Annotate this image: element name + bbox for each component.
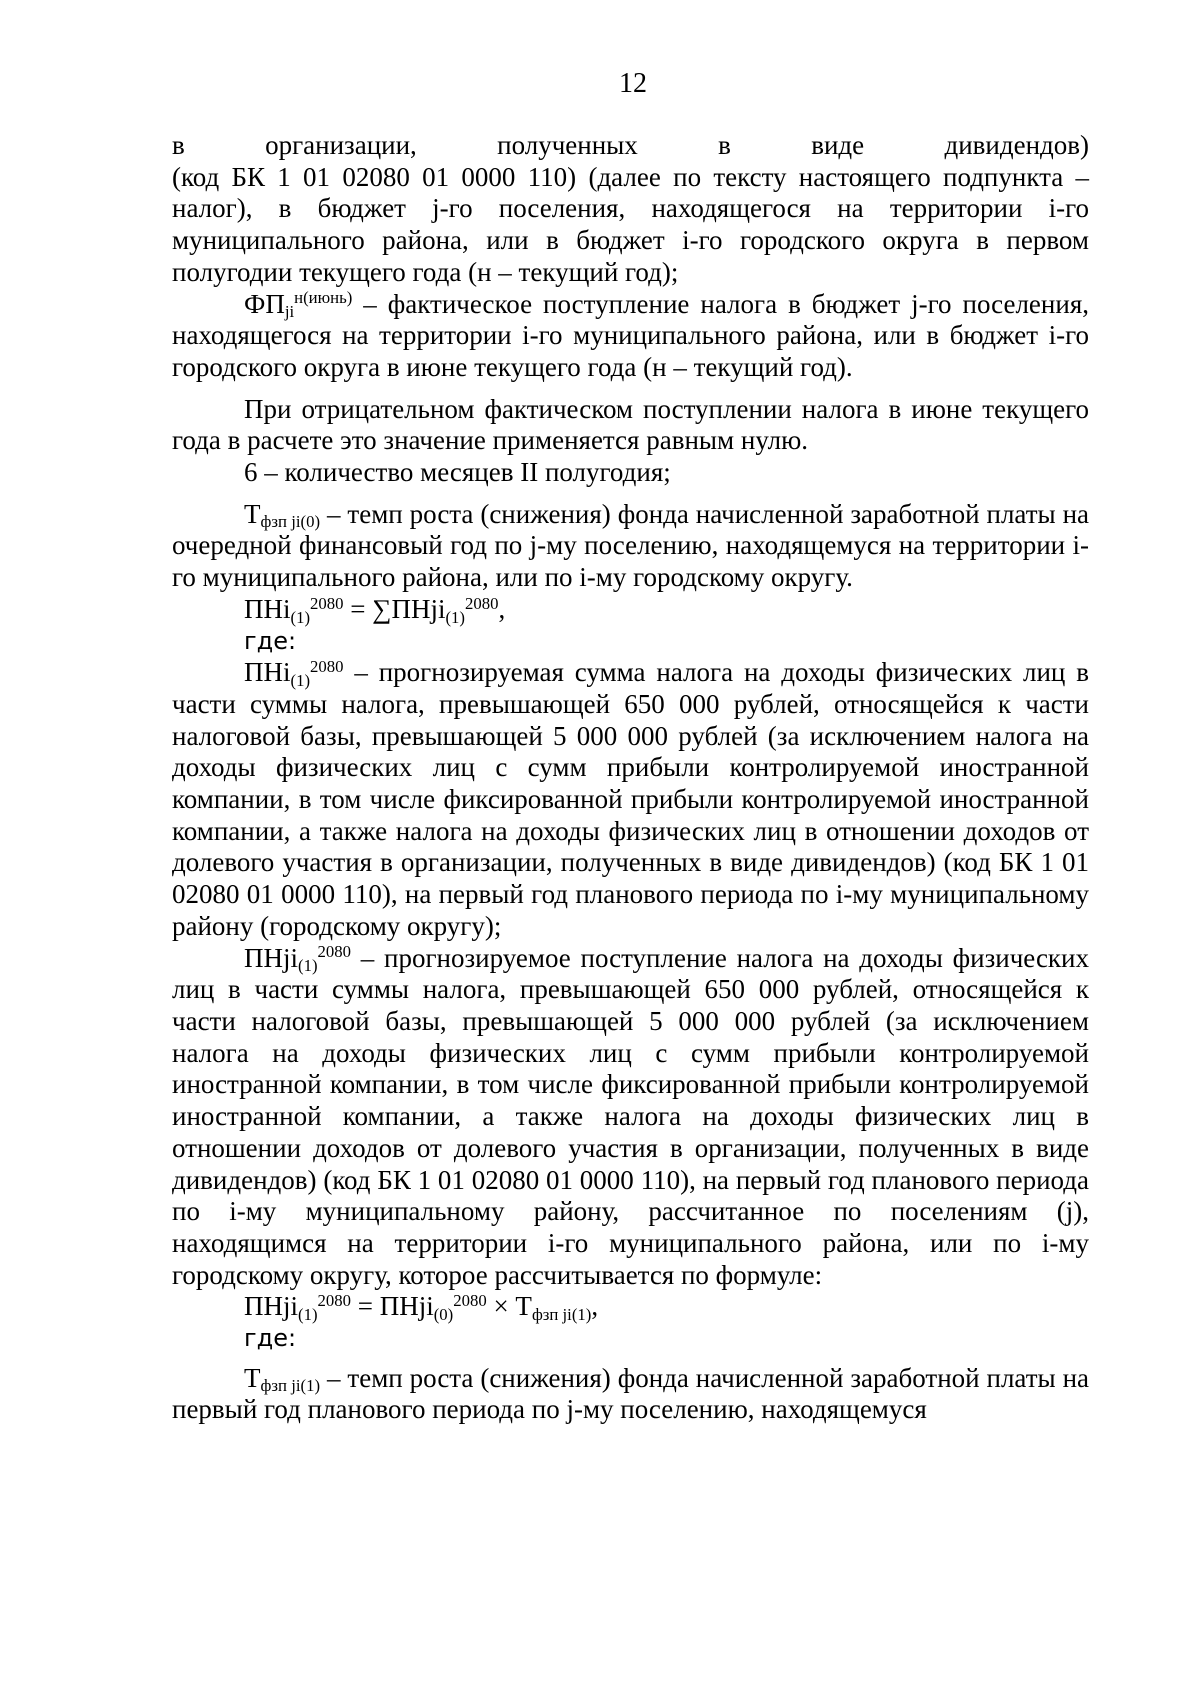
paragraph-months: 6 – количество месяцев II полугодия; (244, 457, 671, 488)
fp-superscript: н(июнь) (294, 288, 353, 308)
formula-2-mid-sub: (0) (433, 1304, 454, 1324)
formula-1-rhs-sup: 2080 (464, 593, 499, 613)
formula-2-lhs-sup: 2080 (317, 1291, 351, 1311)
formula-2-lhs-sub: (1) (298, 1304, 318, 1324)
page-number: 12 (619, 68, 647, 99)
formula-2 (172, 1291, 1089, 1323)
formula-2-mid-sup: 2080 (453, 1291, 487, 1311)
paragraph-1: (код БК 1 01 02080 01 0000 110) (далее по тексту настоящего подпункта – налог), в бюджет j-го поселения, находящегося на территории i-го муниципального района, или в бюджет i-го городского округа в первом полугодии текущего года (н – текущий год); (172, 161, 1089, 287)
t0-symbol: Т (244, 498, 261, 529)
paragraph-pni-definition (172, 657, 1089, 942)
paragraph-t1-definition (172, 1363, 1089, 1426)
formula-1-rhs: = ∑ПНji (343, 593, 446, 624)
formula-2-mid: = ПНji (350, 1291, 434, 1322)
formula-1-lhs: ПНi (244, 593, 291, 624)
paragraph-fp-definition (172, 289, 1089, 384)
paragraph-t0-definition (172, 499, 1089, 594)
pnji-symbol: ПНji (244, 942, 298, 973)
t1-subscript: фзп ji(1) (260, 1376, 321, 1396)
paragraph-negative-receipt: При отрицательном фактическом поступлении налога в июне текущего года в расчете это значение применяется равным нулю. (172, 393, 1089, 456)
paragraph-pnji-definition (172, 943, 1089, 1292)
pnji-superscript: 2080 (317, 942, 351, 962)
document-body (172, 130, 1089, 1426)
pni-superscript: 2080 (310, 657, 344, 677)
pni-text: – прогнозируемая сумма налога на доходы физических лиц в части суммы налога, превышающей 650 000 рублей, относящейся к части налоговой базы, превышающей 5 000 000 рублей (за исключением налога на доходы физических лиц с сумм прибыли контролируемой иностранной компании, в том числе фиксированной прибыли контролируемой иностранной компании, а также налога на доходы физических лиц в отношении доходов от долевого участия в организации, полученных в виде дивидендов) (код БК 1 01 02080 01 0000 110), на первый год планового периода по i-му муниципальному району (городскому округу); (172, 657, 1089, 941)
t0-subscript: фзп ji(0) (260, 512, 321, 532)
formula-1-end: , (498, 593, 506, 624)
fp-text: – фактическое поступление налога в бюджет j-го поселения, находящегося на территории i-го муниципального района, или в бюджет i-го городского округа в июне текущего года (н – текущий год). (172, 288, 1089, 382)
formula-1-lhs-sub: (1) (290, 607, 311, 627)
pni-subscript: (1) (290, 670, 311, 690)
pni-symbol: ПНi (244, 657, 291, 688)
formula-1-lhs-sup: 2080 (310, 593, 344, 613)
where-label-2: где: (244, 1324, 297, 1353)
formula-2-lhs: ПНji (244, 1291, 298, 1322)
paragraph-1-line: в организации, полученных в виде дивидендов) (172, 130, 1089, 160)
t1-text: – темп роста (снижения) фонда начисленной заработной платы на первый год планового периода по j-му поселению, находящемуся (172, 1362, 1089, 1425)
fp-symbol: ФП (244, 288, 285, 319)
pnji-text: – прогнозируемое поступление налога на доходы физических лиц в части суммы налога, превышающей 650 000 рублей, относящейся к части налоговой базы, превышающей 5 000 000 рублей (за исключением налога на доходы физических лиц с сумм прибыли контролируемой иностранной компании, в том числе фиксированной прибыли контролируемой иностранной компании, а также налога на доходы физических лиц в отношении доходов от долевого участия в организации, полученных в виде дивидендов) (код БК 1 01 02080 01 0000 110), на первый год планового периода по i-му муниципальному району, рассчитанное по поселениям (j), находящимся на территории i-го муниципального района, или по i-му городскому округу, которое рассчитывается по формуле: (172, 942, 1089, 1290)
formula-2-end: , (591, 1291, 599, 1322)
fp-subscript: ji (284, 302, 295, 322)
formula-2-times: × Т (486, 1291, 532, 1322)
formula-1 (172, 594, 1089, 626)
t0-text: – темп роста (снижения) фонда начисленной заработной платы на очередной финансовый год по j-му поселению, находящемуся на территории i-го муниципального района, или по i-му городскому округу. (172, 498, 1089, 593)
pnji-subscript: (1) (298, 956, 318, 976)
t1-symbol: Т (244, 1362, 261, 1393)
where-label-1: где: (244, 626, 297, 655)
formula-1-rhs-sub: (1) (445, 607, 465, 627)
formula-2-t-sub: фзп ji(1) (531, 1304, 592, 1324)
